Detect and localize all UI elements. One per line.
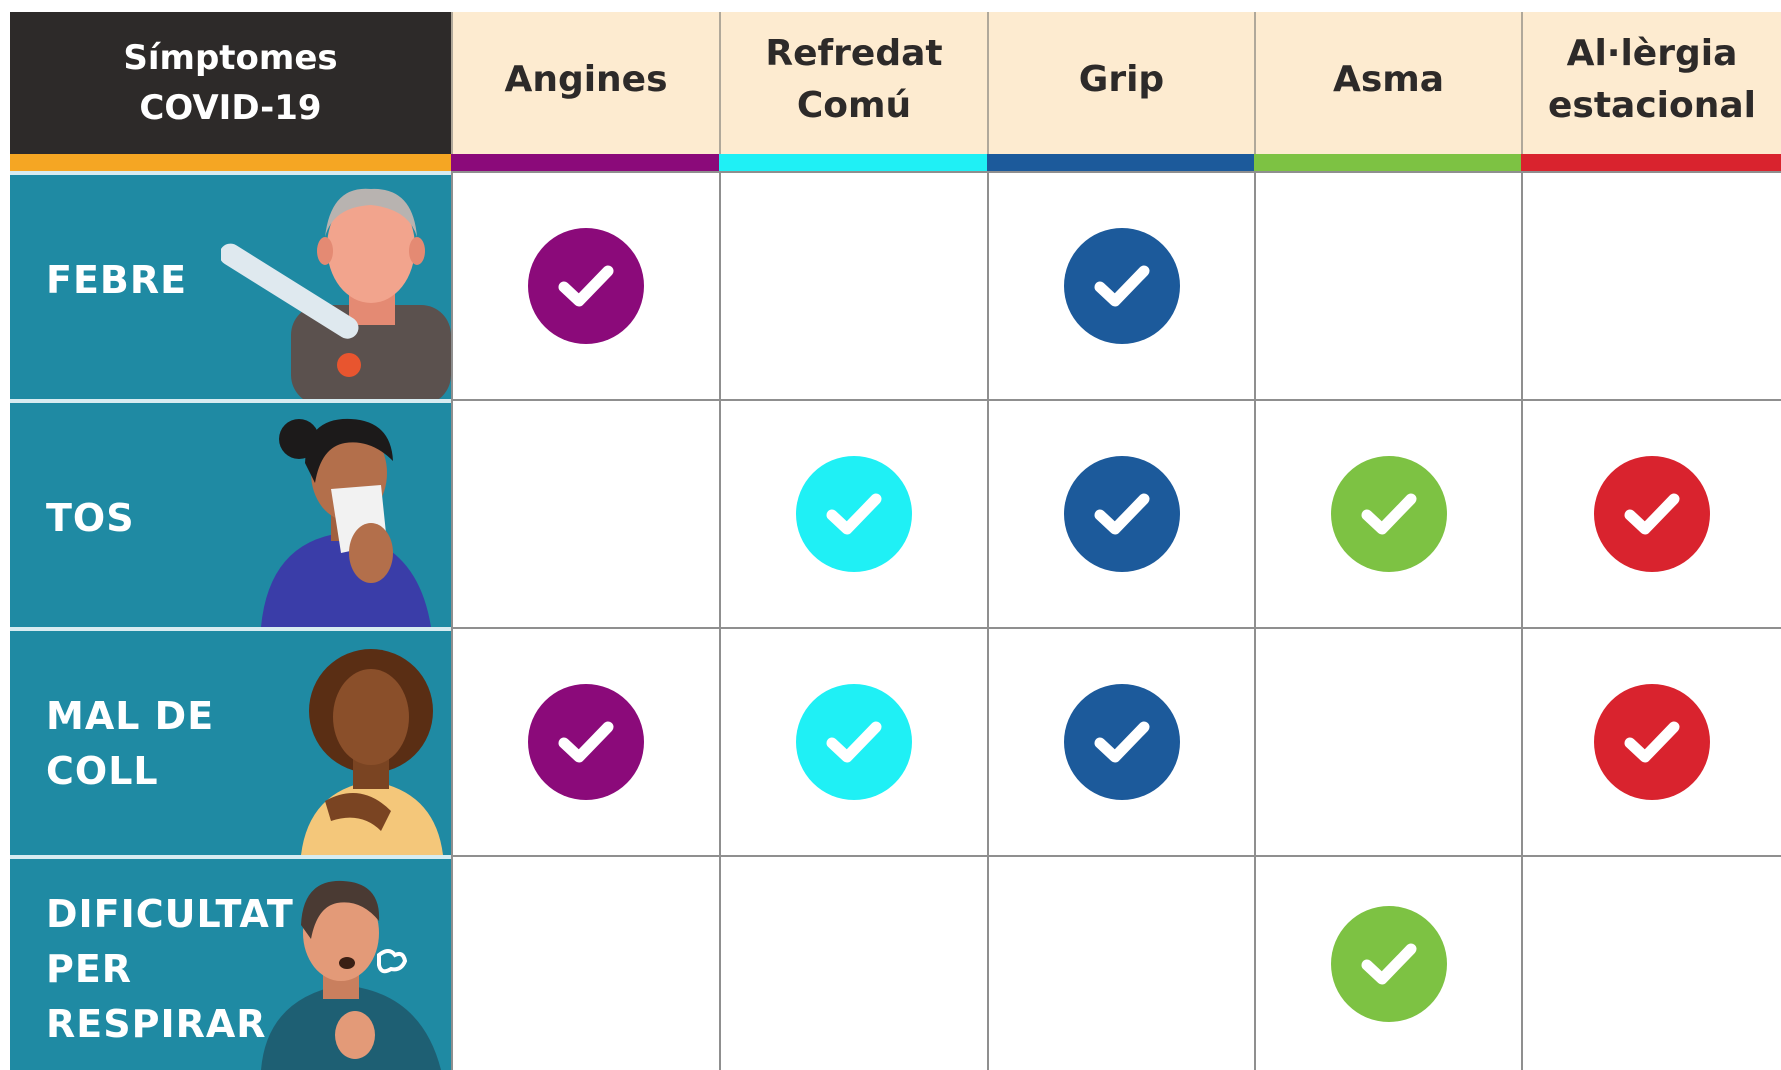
cell-mal-de-coll-allergia-estacional <box>1521 627 1781 855</box>
row-label-febre <box>10 171 451 399</box>
person-sore-throat-icon <box>221 631 451 855</box>
cell-dificultat-angines <box>451 855 719 1070</box>
header-corner-title: Símptomes <box>123 38 338 78</box>
column-stripe-asma <box>1254 154 1521 171</box>
checkmark-icon <box>1594 456 1710 572</box>
person-coughing-icon <box>221 403 451 627</box>
cell-tos-asma <box>1254 399 1521 627</box>
column-header-grip <box>987 12 1254 154</box>
column-header-label: Al·lèrgia <box>1566 33 1738 74</box>
column-header-refredat-comu <box>719 12 987 154</box>
row-label-mal-de-coll <box>10 627 451 855</box>
cell-mal-de-coll-angines <box>451 627 719 855</box>
cell-tos-allergia-estacional <box>1521 399 1781 627</box>
cell-dificultat-refredat-comu <box>719 855 987 1070</box>
cell-febre-grip <box>987 171 1254 399</box>
cell-febre-refredat-comu <box>719 171 987 399</box>
header-corner-stripe <box>10 154 451 171</box>
column-header-angines <box>451 12 719 154</box>
cell-mal-de-coll-refredat-comu <box>719 627 987 855</box>
row-label-text: FEBRE <box>46 258 188 302</box>
row-label-text: RESPIRAR <box>46 1002 267 1046</box>
cell-febre-angines <box>451 171 719 399</box>
symptom-comparison-table <box>10 12 1781 1070</box>
checkmark-icon <box>528 684 644 800</box>
header-corner <box>10 12 451 154</box>
cell-dificultat-allergia-estacional <box>1521 855 1781 1070</box>
header-corner-subtitle: COVID-19 <box>139 88 322 128</box>
row-label-dificultat-per-respirar <box>10 855 451 1070</box>
cell-tos-grip <box>987 399 1254 627</box>
checkmark-icon <box>1064 684 1180 800</box>
person-with-thermometer-icon <box>221 175 451 399</box>
column-stripe-allergia-estacional <box>1521 154 1781 171</box>
row-label-text: MAL DE <box>46 694 215 738</box>
checkmark-icon <box>1064 228 1180 344</box>
cell-mal-de-coll-grip <box>987 627 1254 855</box>
column-header-asma <box>1254 12 1521 154</box>
checkmark-icon <box>1064 456 1180 572</box>
column-header-label: Grip <box>1078 59 1165 100</box>
checkmark-icon <box>796 684 912 800</box>
column-header-label-line2: Comú <box>796 85 912 126</box>
column-stripe-refredat-comu <box>719 154 987 171</box>
column-header-label: Refredat <box>765 33 943 74</box>
checkmark-icon <box>1331 456 1447 572</box>
row-label-tos <box>10 399 451 627</box>
cell-febre-asma <box>1254 171 1521 399</box>
cell-tos-angines <box>451 399 719 627</box>
checkmark-icon <box>796 456 912 572</box>
column-header-allergia-estacional <box>1521 12 1781 154</box>
column-header-label: Asma <box>1332 59 1445 100</box>
checkmark-icon <box>1331 906 1447 1022</box>
cell-dificultat-grip <box>987 855 1254 1070</box>
column-header-label: Angines <box>504 59 668 100</box>
checkmark-icon <box>528 228 644 344</box>
cell-febre-allergia-estacional <box>1521 171 1781 399</box>
column-header-label-line2: estacional <box>1547 85 1757 126</box>
cell-tos-refredat-comu <box>719 399 987 627</box>
row-label-text: DIFICULTAT <box>46 892 294 936</box>
row-label-text: TOS <box>46 496 135 540</box>
column-stripe-angines <box>451 154 719 171</box>
cell-mal-de-coll-asma <box>1254 627 1521 855</box>
row-label-text: PER <box>46 947 133 991</box>
checkmark-icon <box>1594 684 1710 800</box>
cell-dificultat-asma <box>1254 855 1521 1070</box>
row-label-text: COLL <box>46 749 159 793</box>
column-stripe-grip <box>987 154 1254 171</box>
